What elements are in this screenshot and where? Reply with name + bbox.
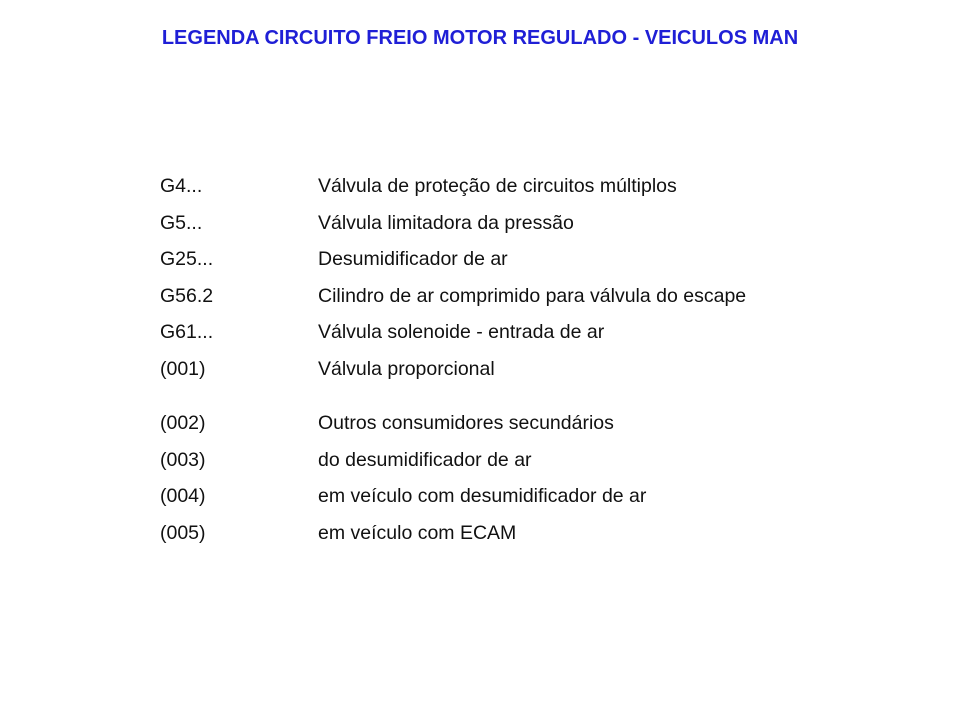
legend-row <box>160 172 860 209</box>
legend-row <box>160 245 860 282</box>
legend-row <box>160 355 860 392</box>
legend-description: Válvula solenoide - entrada de ar <box>318 321 605 343</box>
note-row <box>160 519 860 556</box>
note-row <box>160 409 860 446</box>
note-description: em veículo com ECAM <box>318 521 517 544</box>
note-description: Outros consumidores secundários <box>318 412 614 434</box>
legend-description: Válvula limitadora da pressão <box>318 211 574 234</box>
legend-code: G4... <box>160 175 203 197</box>
legend-description: Cilindro de ar comprimido para válvula do escape <box>318 284 747 307</box>
legend-description: Desumidificador de ar <box>318 248 508 270</box>
legend-code: G56.2 <box>160 284 214 307</box>
note-description: em veículo com desumidificador de ar <box>318 485 647 507</box>
legend-description: Válvula proporcional <box>318 357 495 380</box>
legend-table <box>160 172 860 555</box>
note-row <box>160 446 860 483</box>
note-code: (003) <box>160 448 206 471</box>
legend-code: G5... <box>160 211 203 234</box>
note-code: (002) <box>160 412 206 434</box>
legend-code: G25... <box>160 248 214 270</box>
page-title: LEGENDA CIRCUITO FREIO MOTOR REGULADO - VEICULOS MAN <box>161 27 799 49</box>
legend-description: Válvula de proteção de circuitos múltiplos <box>318 175 677 197</box>
legend-row <box>160 318 860 355</box>
note-code: (004) <box>160 485 206 507</box>
note-description: do desumidificador de ar <box>318 448 532 471</box>
note-code: (005) <box>160 521 206 544</box>
legend-row <box>160 209 860 246</box>
note-row <box>160 482 860 519</box>
legend-code: G61... <box>160 321 214 343</box>
legend-code: (001) <box>160 357 206 380</box>
legend-row <box>160 282 860 319</box>
